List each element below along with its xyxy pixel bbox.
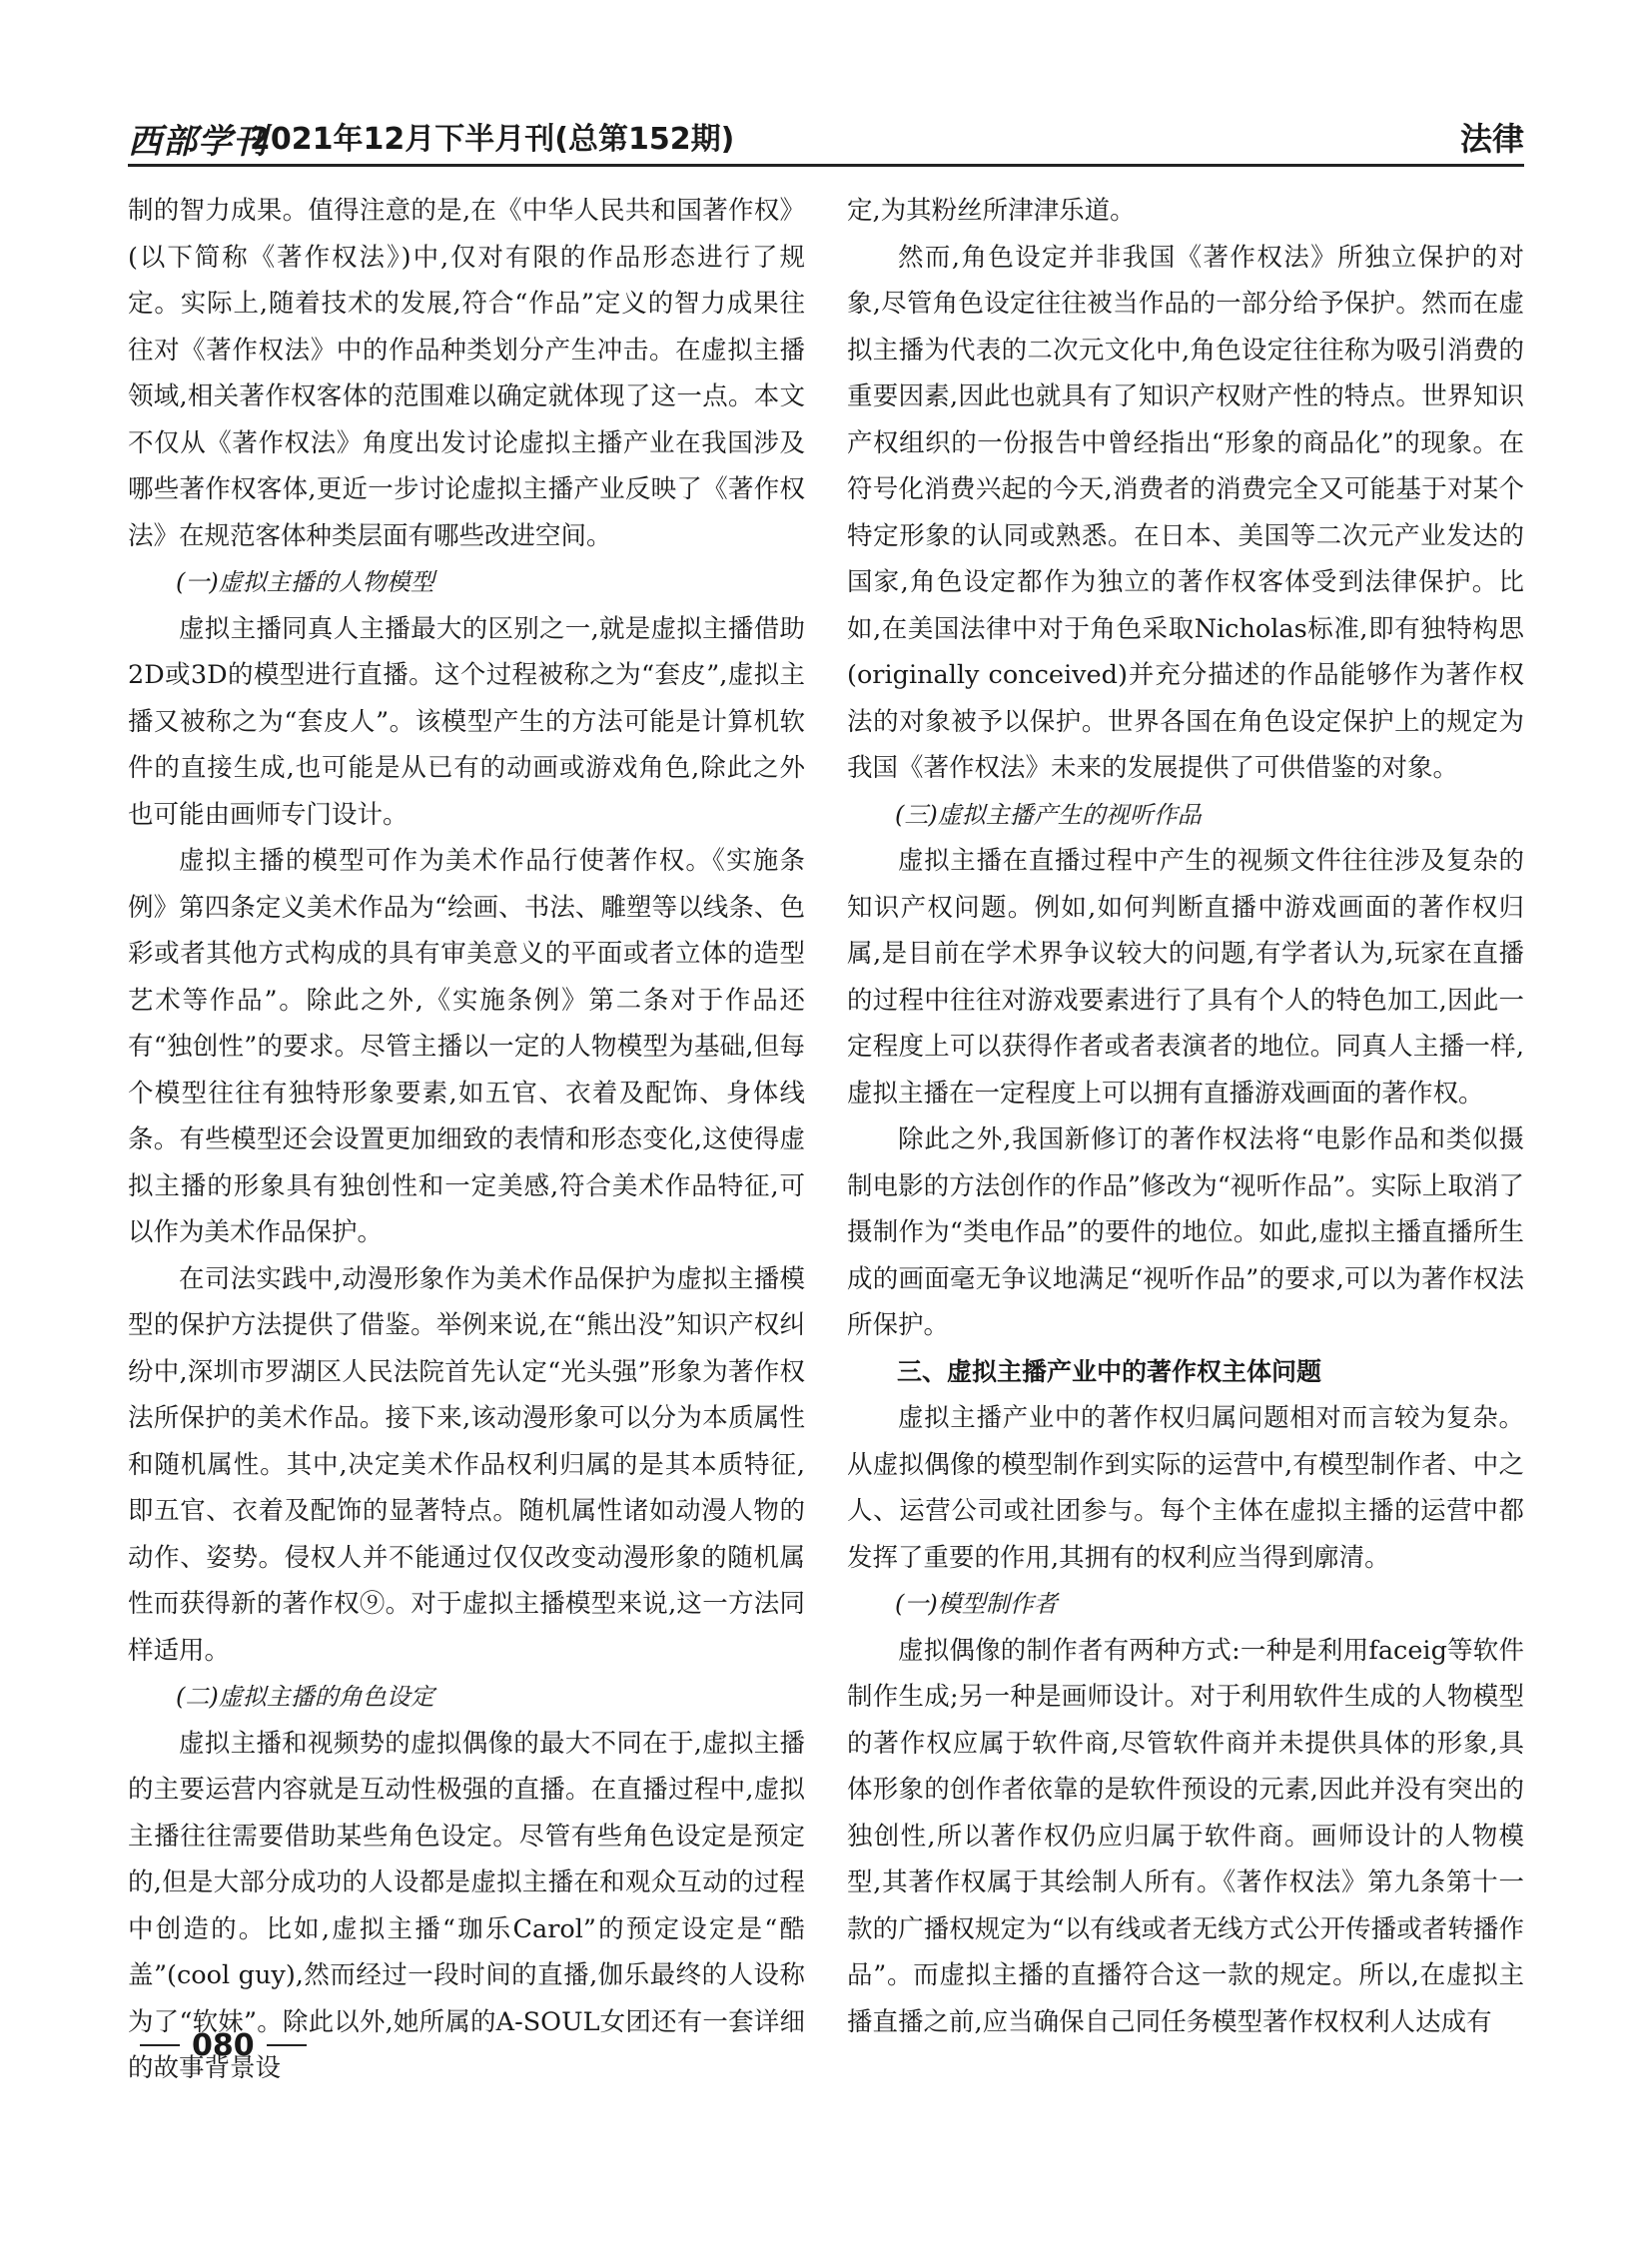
page-number: 080 bbox=[192, 2027, 255, 2063]
paragraph: 制的智力成果。值得注意的是,在《中华人民共和国著作权》(以下简称《著作权法》)中,仅对有限的作品形态进行了规定。实际上,随着技术的发展,符合“作品”定义的智力成果往往对《著作权法》中的作品种类划分产生冲击。在虚拟主播领域,相关著作权客体的范围难以确定就体现了这一点。本文不仅从《著作权法》角度出发讨论虚拟主播产业在我国涉及哪些著作权客体,更近一步讨论虚拟主播产业反映了《著作权法》在规范客体种类层面有哪些改进空间。 bbox=[128, 196, 805, 551]
paragraph: 虚拟主播和视频势的虚拟偶像的最大不同在于,虚拟主播的主要运营内容就是互动性极强的直播。在直播过程中,虚拟主播往往需要借助某些角色设定。尽管有些角色设定是预定的,但是大部分成功的人设都是虚拟主播在和观众互动的过程中创造的。比如,虚拟主播“珈乐Carol”的预定设定是“酷盖”(cool guy),然而经过一段时间的直播,伽乐最终的人设称为了“软妹”。除此以外,她所属的A-SOUL女团还有一套详细的故事背景设 bbox=[128, 1728, 805, 2083]
journal-logo: 西部学刊 bbox=[128, 122, 268, 162]
paragraph: 然而,角色设定并非我国《著作权法》所独立保护的对象,尽管角色设定往往被当作品的一部分给予保护。然而在虚拟主播为代表的二次元文化中,角色设定往往称为吸引消费的重要因素,因此也就具有了知识产权财产性的特点。世界知识产权组织的一份报告中曾经指出“形象的商品化”的现象。在符号化消费兴起的今天,消费者的消费完全又可能基于对某个特定形象的认同或熟悉。在日本、美国等二次元产业发达的国家,角色设定都作为独立的著作权客体受到法律保护。比如,在美国法律中对于角色采取Nicholas标准,即有独特构思(originally conceived)并充分描述的作品能够作为著作权法的对象被予以保护。世界各国在角色设定保护上的规定为我国《著作权法》未来的发展提供了可供借鉴的对象。 bbox=[847, 242, 1524, 783]
paragraph: 虚拟主播同真人主播最大的区别之一,就是虚拟主播借助2D或3D的模型进行直播。这个过程被称之为“套皮”,虚拟主播又被称之为“套皮人”。该模型产生的方法可能是计算机软件的直接生成,也可能是从已有的动画或游戏角色,除此之外也可能由画师专门设计。 bbox=[128, 613, 805, 830]
paragraph: 虚拟偶像的制作者有两种方式:一种是利用faceig等软件制作生成;另一种是画师设计。对于利用软件生成的人物模型的著作权应属于软件商,尽管软件商并未提供具体的形象,具体形象的创作者依靠的是软件预设的元素,因此并没有突出的独创性,所以著作权仍应归属于软件商。画师设计的人物模型,其著作权属于其绘制人所有。《著作权法》第九条第十一款的广播权规定为“以有线或者无线方式公开传播或者转播作品”。而虚拟主播的直播符合这一款的规定。所以,在虚拟主播直播之前,应当确保自己同任务模型著作权权利人达成有 bbox=[847, 1635, 1524, 2037]
subsection-heading: (二)虚拟主播的角色设定 bbox=[176, 1683, 434, 1711]
subsection-heading: (一)虚拟主播的人物模型 bbox=[176, 568, 434, 596]
running-header bbox=[128, 108, 1524, 167]
section-heading: 三、虚拟主播产业中的著作权主体问题 bbox=[897, 1356, 1322, 1386]
paragraph: 在司法实践中,动漫形象作为美术作品保护为虚拟主播模型的保护方法提供了借鉴。举例来说,在“熊出没”知识产权纠纷中,深圳市罗湖区人民法院首先认定“光头强”形象为著作权法所保护的美术作品。接下来,该动漫形象可以分为本质属性和随机属性。其中,决定美术作品权利归属的是其本质特征,即五官、衣着及配饰的显著特点。随机属性诸如动漫人物的动作、姿势。侵权人并不能通过仅仅改变动漫形象的随机属性而获得新的著作权⑨。对于虚拟主播模型来说,这一方法同样适用。 bbox=[128, 1263, 805, 1666]
paragraph: 除此之外,我国新修订的著作权法将“电影作品和类似摄制电影的方法创作的作品”修改为“视听作品”。实际上取消了摄制作为“类电作品”的要件的地位。如此,虚拟主播直播所生成的画面毫无争议地满足“视听作品”的要求,可以为著作权法所保护。 bbox=[847, 1124, 1524, 1340]
paragraph: 定,为其粉丝所津津乐道。 bbox=[847, 196, 1136, 226]
subsection-heading: (三)虚拟主播产生的视听作品 bbox=[895, 800, 1202, 829]
page-footer bbox=[128, 2025, 319, 2065]
paragraph: 虚拟主播产业中的著作权归属问题相对而言较为复杂。从虚拟偶像的模型制作到实际的运营中,有模型制作者、中之人、运营公司或社团参与。每个主体在虚拟主播的运营中都发挥了重要的作用,其拥有的权利应当得到廓清。 bbox=[847, 1403, 1524, 1573]
right-column bbox=[847, 188, 1524, 2045]
footer-dash-right bbox=[267, 2044, 307, 2046]
left-column bbox=[128, 188, 805, 2092]
subsection-heading: (一)模型制作者 bbox=[895, 1590, 1058, 1618]
paragraph: 虚拟主播的模型可作为美术作品行使著作权。《实施条例》第四条定义美术作品为“绘画、书法、雕塑等以线条、色彩或者其他方式构成的具有审美意义的平面或者立体的造型艺术等作品”。除此之外,《实施条例》第二条对于作品还有“独创性”的要求。尽管主播以一定的人物模型为基础,但每个模型往往有独特形象要素,如五官、衣着及配饰、身体线条。有些模型还会设置更加细致的表情和形态变化,这使得虚拟主播的形象具有独创性和一定美感,符合美术作品特征,可以作为美术作品保护。 bbox=[128, 846, 805, 1247]
section-label: 法律 bbox=[1459, 120, 1524, 158]
paragraph: 虚拟主播在直播过程中产生的视频文件往往涉及复杂的知识产权问题。例如,如何判断直播中游戏画面的著作权归属,是目前在学术界争议较大的问题,有学者认为,玩家在直播的过程中往往对游戏要素进行了具有个人的特色加工,因此一定程度上可以获得作者或者表演者的地位。同真人主播一样,虚拟主播在一定程度上可以拥有直播游戏画面的著作权。 bbox=[847, 846, 1524, 1109]
issue-info: 2021年12月下半月刊(总第152期) bbox=[250, 122, 735, 157]
footer-dash-left bbox=[140, 2044, 180, 2046]
